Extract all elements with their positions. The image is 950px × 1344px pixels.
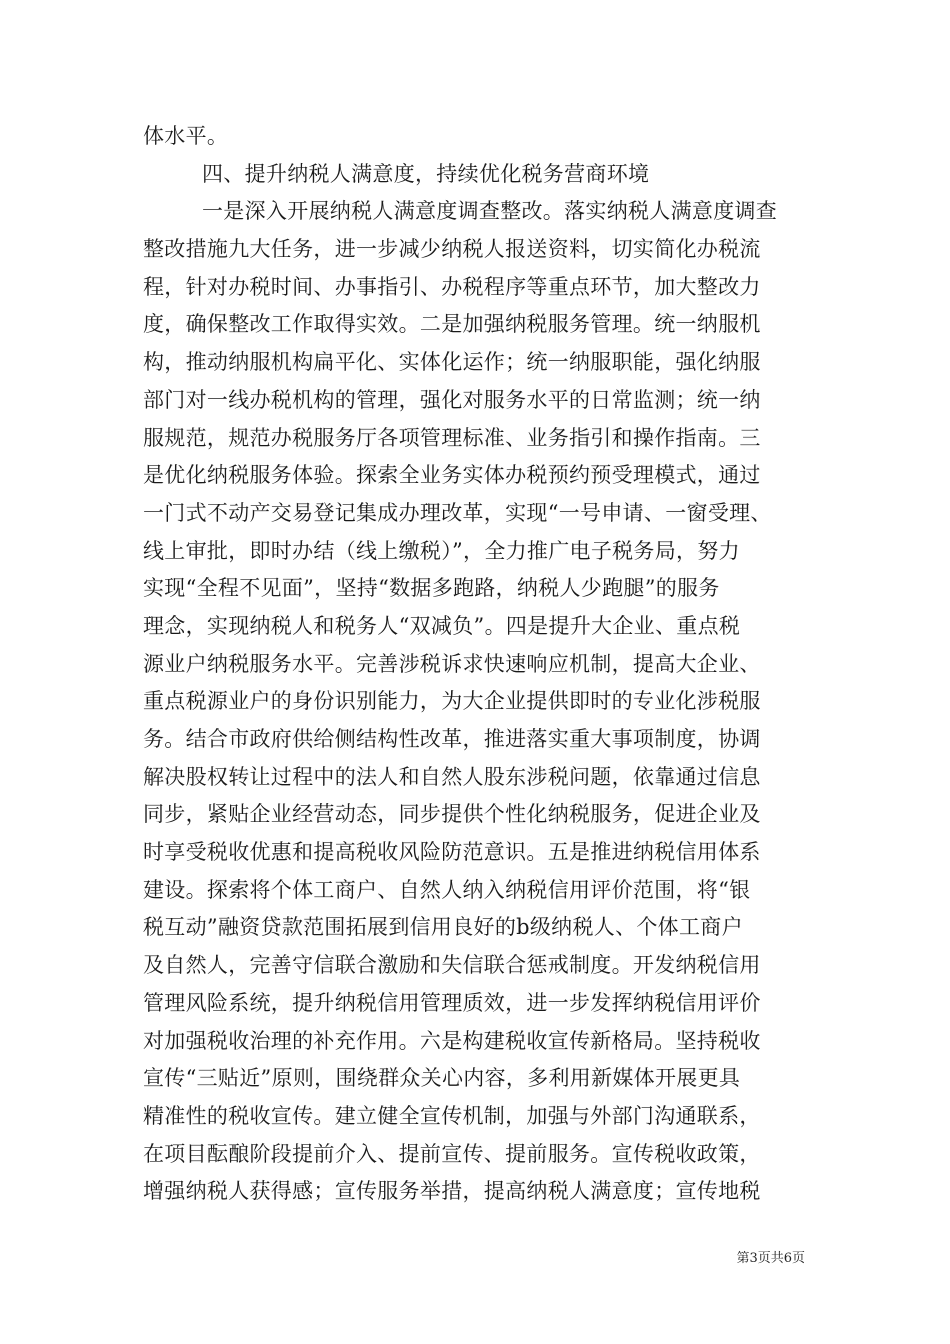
text-line: 对加强税收治理的补充作用。六是构建税收宣传新格局。坚持税收: [143, 1028, 761, 1053]
text-line: 解决股权转让过程中的法人和自然人股东涉税问题，依靠通过信息: [143, 764, 761, 789]
text-line: 重点税源业户的身份识别能力，为大企业提供即时的专业化涉税服: [143, 689, 761, 714]
text-line: 建设。探索将个体工商户、自然人纳入纳税信用评价范围，将“银: [143, 877, 751, 902]
document-body: [143, 118, 823, 1211]
text-line: 整改措施九大任务，进一步减少纳税人报送资料，切实简化办税流: [143, 237, 761, 262]
text-line: 精准性的税收宣传。建立健全宣传机制，加强与外部门沟通联系，: [143, 1103, 761, 1128]
text-line: 体水平。: [143, 124, 229, 148]
page-number-footer: 第3页共6页: [736, 1251, 805, 1266]
text-line: 源业户纳税服务水平。完善涉税诉求快速响应机制，提高大企业、: [143, 651, 761, 676]
text-line: 度，确保整改工作取得实效。二是加强纳税服务管理。统一纳服机: [143, 312, 761, 337]
text-line: 时享受税收优惠和提高税收风险防范意识。五是推进纳税信用体系: [143, 840, 761, 865]
text-line: 同步，紧贴企业经营动态，同步提供个性化纳税服务，促进企业及: [143, 802, 761, 827]
paragraph-first-line: 一是深入开展纳税人满意度调查整改。落实纳税人满意度调查: [202, 199, 778, 224]
text-line: 税互动”融资贷款范围拓展到信用良好的b级纳税人、个体工商户: [143, 915, 743, 940]
text-line: 一门式不动产交易登记集成办理改革，实现“一号申请、一窗受理、: [143, 500, 772, 525]
text-line: 宣传“三贴近”原则，围绕群众关心内容，多利用新媒体开展更具: [143, 1066, 741, 1091]
text-line: 及自然人，完善守信联合激励和失信联合惩戒制度。开发纳税信用: [143, 953, 761, 978]
text-line: 构，推动纳服机构扁平化、实体化运作；统一纳服职能，强化纳服: [143, 350, 761, 375]
text-line: 在项目酝酿阶段提前介入、提前宣传、提前服务。宣传税收政策，: [143, 1141, 761, 1166]
section-heading: 四、提升纳税人满意度，持续优化税务营商环境: [202, 161, 650, 186]
text-line: 实现“全程不见面”，坚持“数据多跑路，纳税人少跑腿”的服务: [143, 576, 720, 601]
text-line: 程，针对办税时间、办事指引、办税程序等重点环节，加大整改力: [143, 274, 761, 299]
text-line: 是优化纳税服务体验。探索全业务实体办税预约预受理模式，通过: [143, 463, 761, 488]
text-line: 部门对一线办税机构的管理，强化对服务水平的日常监测；统一纳: [143, 387, 761, 412]
text-line: 增强纳税人获得感；宣传服务举措，提高纳税人满意度；宣传地税: [143, 1179, 761, 1204]
text-line: 管理风险系统，提升纳税信用管理质效，进一步发挥纳税信用评价: [143, 990, 761, 1015]
text-line: 务。结合市政府供给侧结构性改革，推进落实重大事项制度，协调: [143, 727, 761, 751]
text-line: 服规范，规范办税服务厅各项管理标准、业务指引和操作指南。三: [143, 425, 761, 450]
text-line: 理念，实现纳税人和税务人“双减负”。四是提升大企业、重点税: [143, 613, 741, 638]
text-line: 线上审批，即时办结（线上缴税）”，全力推广电子税务局，努力: [143, 538, 740, 563]
